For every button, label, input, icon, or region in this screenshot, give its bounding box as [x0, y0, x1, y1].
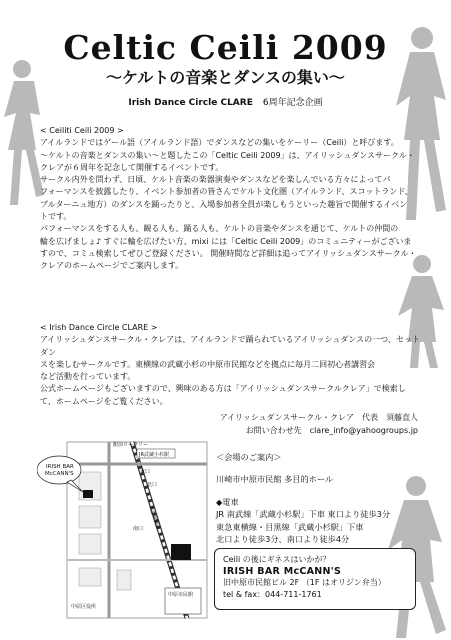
text-line: フォーマンスを披露したり、イベント参加者の皆さんでケルト文化圏（アイルランド、スコットランド、 [40, 187, 413, 197]
text-line: スを楽しむサークルです。東横線の武蔵小杉の中原市民館などを拠点に毎月二回初心者講習会 [40, 359, 376, 369]
event-subtitle: 〜ケルトの音楽とダンスの集い〜 [106, 68, 345, 87]
route-line: 北口より徒歩3分、南口より徒歩4分 [216, 534, 350, 545]
hall-building [171, 544, 191, 560]
map-block [79, 568, 101, 586]
text-line: サークル内外を問わず、日頃、ケルト音楽の楽器演奏やダンスなどを楽しんでいる方々によってパ [40, 175, 391, 185]
bar-info-box [214, 548, 416, 610]
section-heading: < Ceiliti Ceili 2009 > [40, 126, 124, 135]
bar-phone: tel & fax：044-711-1761 [223, 589, 322, 599]
text-line: 〜ケルトの音楽とダンスの集い〜と題したこの「Celtic Ceili 2009」は、アイリッシュダンスサークル・ [40, 150, 415, 160]
map-label-station: JR武蔵小杉駅 [139, 452, 169, 458]
callout-line: IRISH BAR [46, 464, 74, 470]
map-label-south-exit: 南口 [133, 526, 144, 532]
venue-hall: 川崎市中原市民館 多目的ホール [216, 474, 334, 485]
circle-name: Irish Dance Circle CLARE [128, 98, 253, 108]
map-label-ward-office: 中原区役所 [71, 604, 97, 610]
access-map [37, 440, 209, 620]
bar-address: 旧中原市民館ビル 2F （1F はオリジン弁当） [223, 578, 386, 587]
venue-info [216, 451, 426, 545]
map-label-north-exit: 北口 [147, 482, 158, 488]
map-block [79, 506, 101, 528]
bar-callout [37, 456, 81, 484]
section-clare [40, 322, 424, 408]
circle-line [0, 97, 451, 109]
contact-line: お問い合わせ先 clare_info@yahoogroups.jp [245, 426, 418, 435]
event-title: Celtic Ceili 2009 [63, 28, 388, 67]
map-label-rotary: 駅前ロータリー [113, 442, 149, 448]
map-block [117, 570, 131, 590]
bar-name: IRISH BAR McCANN'S [223, 565, 342, 577]
signature-block [220, 411, 418, 437]
route-line: 東急東横線・目黒線「武蔵小杉駅」下車 [216, 521, 364, 532]
text-line: て、ホームページをご覧ください。 [40, 396, 168, 406]
text-line: 輪を広げましょ♪ すぐに輪を広げたい方、mixi には「Celtic Ceili 2009」のコミュニティーがございま [40, 236, 412, 246]
bar-question: Ceili の後にギネスはいかが？ [223, 555, 331, 564]
map-label-hall: 中原市民館 [168, 592, 194, 598]
text-line: クレアが６周年を記念して開催するイベントです。 [40, 162, 224, 172]
map-label-toyoko-line: 東急東横線 [147, 504, 161, 531]
anniversary-label: 6周年記念企画 [262, 98, 323, 108]
text-line: 公式ホームページもございますので、興味のある方は「アイリッシュダンスサークルクレア」で検索し [40, 384, 406, 394]
text-line: クレアのホームページでご案内します。 [40, 261, 184, 271]
section-ceili [40, 125, 424, 273]
text-line: すので、コミュ検索してぜひご登録ください。 開催時間など詳細は追ってアイリッシュダンスサークル・ [40, 248, 417, 258]
map-label-east-exit: 東口 [140, 469, 151, 475]
callout-line: McCANN'S [45, 471, 74, 477]
venue-heading: ＜会場のご案内＞ [216, 452, 282, 462]
bar-location-marker [83, 490, 93, 498]
route-line: JR 南武線「武蔵小杉駅」下車 東口より徒歩3分 [216, 509, 391, 520]
section-heading: < Irish Dance Circle CLARE > [40, 323, 158, 332]
text-line: ブルターニュ地方）のダンスを踊ったりと、入場参加者全員が楽しもうといった趣旨で開催するイベン [40, 199, 408, 209]
representative-line: アイリッシュダンスサークル・クレア 代表 須藤直人 [219, 413, 418, 422]
train-heading: ◆電車 [216, 496, 239, 507]
text-line: トです。 [40, 212, 72, 222]
map-block [79, 534, 101, 554]
text-line: など活動を行っています。 [40, 372, 136, 382]
text-line: パフォーマンスをする人も、観る人も、踊る人も、ケルトの音楽やダンスを通じて、ケルトの仲間の [40, 224, 399, 234]
text-line: アイリッシュダンスサークル・クレアは、アイルランドで踊られているアイリッシュダンスの一つ、セットダン [40, 335, 420, 357]
text-line: アイルランドではゲール語（アイルランド語）でダンスなどの集いをケーリー（Ceili）と呼びます。 [40, 138, 399, 148]
